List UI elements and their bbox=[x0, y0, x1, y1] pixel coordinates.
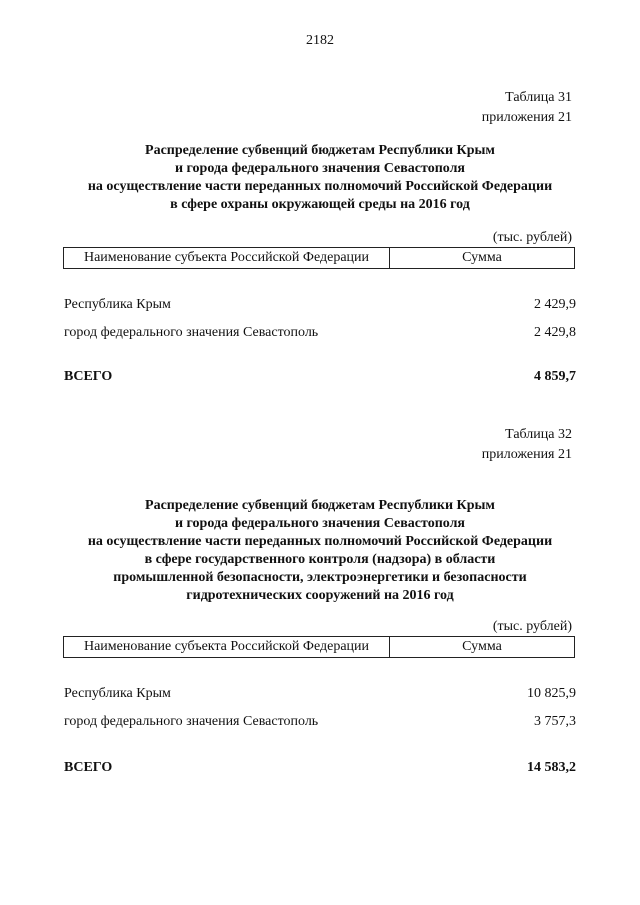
table-row bbox=[64, 714, 576, 730]
table-32-ref-line1: Таблица 32 bbox=[505, 427, 572, 442]
table-31-title bbox=[60, 142, 580, 214]
table-32-header bbox=[63, 636, 575, 658]
table-total-row bbox=[64, 369, 576, 385]
table-31-ref-line2: приложения 21 bbox=[481, 110, 572, 125]
header-sum-col: Сумма bbox=[462, 639, 502, 654]
table-row bbox=[64, 325, 576, 341]
title-line: и города федерального значения Севастополя bbox=[174, 516, 465, 531]
total-label: ВСЕГО bbox=[64, 760, 113, 775]
row-name: город федерального значения Севастополь bbox=[64, 325, 319, 340]
table-32-title bbox=[60, 497, 580, 605]
row-name: город федерального значения Севастополь bbox=[64, 714, 319, 729]
table-31-units: (тыс. рублей) bbox=[492, 230, 572, 245]
row-value: 2 429,8 bbox=[534, 325, 576, 340]
table-31-header bbox=[63, 247, 575, 269]
table-32-units: (тыс. рублей) bbox=[492, 619, 572, 634]
table-row bbox=[64, 297, 576, 313]
header-sum-col: Сумма bbox=[462, 250, 502, 265]
row-name: Республика Крым bbox=[64, 297, 171, 312]
title-line: гидротехнических сооружений на 2016 год bbox=[186, 588, 454, 603]
page-number: 2182 bbox=[306, 33, 334, 48]
row-name: Республика Крым bbox=[64, 686, 171, 701]
total-value: 14 583,2 bbox=[527, 760, 576, 775]
table-row bbox=[64, 686, 576, 702]
title-line: Распределение субвенций бюджетам Республики Крым bbox=[145, 498, 495, 513]
table-31-reference bbox=[482, 88, 572, 128]
table-total-row bbox=[64, 760, 576, 776]
title-line: Распределение субвенций бюджетам Республики Крым bbox=[145, 143, 495, 158]
table-32-reference bbox=[482, 425, 572, 465]
title-line: в сфере охраны окружающей среды на 2016 год bbox=[170, 197, 470, 212]
table-32-ref-line2: приложения 21 bbox=[481, 447, 572, 462]
table-31-ref-line1: Таблица 31 bbox=[505, 90, 572, 105]
row-value: 10 825,9 bbox=[527, 686, 576, 701]
title-line: промышленной безопасности, электроэнергетики и безопасности bbox=[113, 570, 527, 585]
header-name-col: Наименование субъекта Российской Федерации bbox=[64, 248, 390, 268]
title-line: на осуществление части переданных полномочий Российской Федерации bbox=[87, 534, 553, 549]
row-value: 2 429,9 bbox=[534, 297, 576, 312]
header-name-col: Наименование субъекта Российской Федерации bbox=[64, 637, 390, 657]
title-line: и города федерального значения Севастополя bbox=[174, 161, 465, 176]
title-line: на осуществление части переданных полномочий Российской Федерации bbox=[87, 179, 553, 194]
title-line: в сфере государственного контроля (надзора) в области bbox=[144, 552, 496, 567]
total-label: ВСЕГО bbox=[64, 369, 113, 384]
row-value: 3 757,3 bbox=[534, 714, 576, 729]
total-value: 4 859,7 bbox=[534, 369, 576, 384]
